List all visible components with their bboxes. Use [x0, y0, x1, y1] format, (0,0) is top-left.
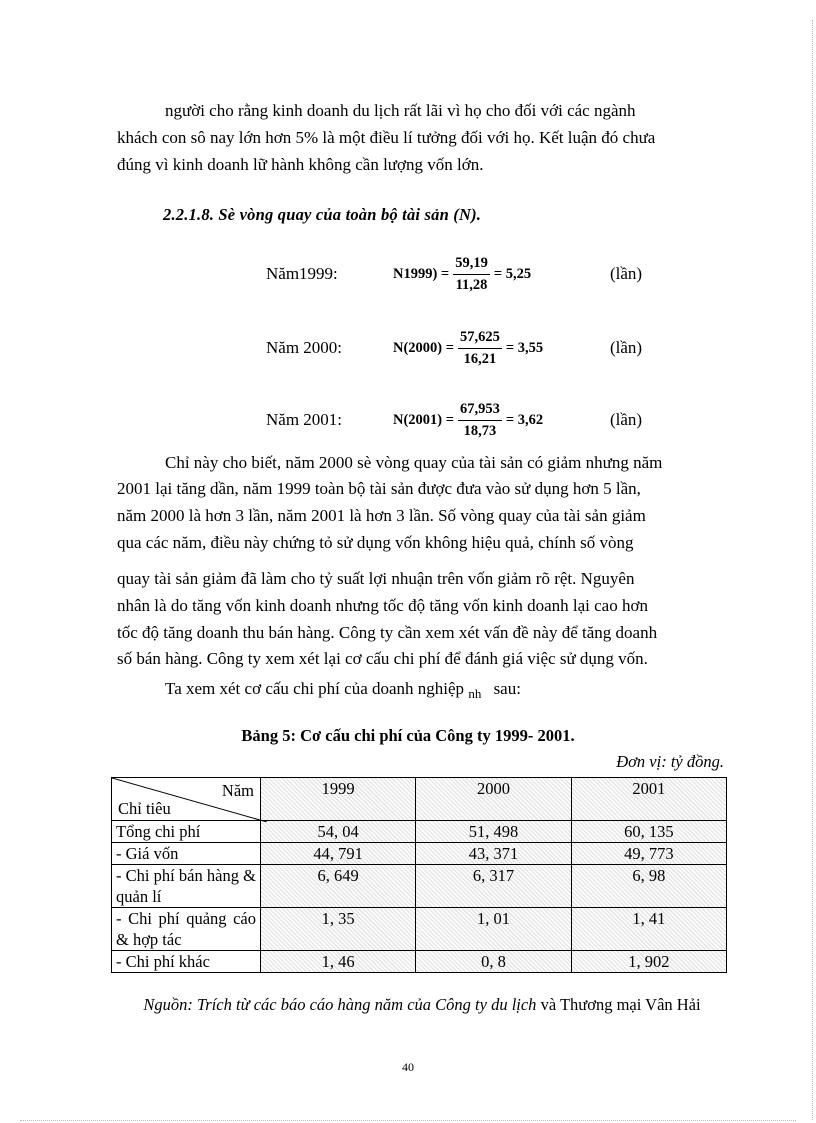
- cell-value: 44, 791: [261, 843, 416, 865]
- paragraph-3-tail: sau:: [493, 679, 521, 698]
- cell-value: 1, 902: [571, 951, 726, 973]
- cell-value: 1, 01: [416, 908, 571, 951]
- numerator: 67,953: [458, 401, 502, 421]
- paragraph-2-line-7: tốc độ tăng doanh thu bán hàng. Công ty cần xem xét vấn đề này để tăng doanh: [117, 623, 658, 642]
- table-row: [112, 843, 727, 865]
- cell-value: 54, 04: [261, 821, 416, 843]
- formula-2000: [393, 329, 543, 368]
- numerator: 57,625: [458, 329, 502, 349]
- formula-lhs: N1999) =: [393, 266, 450, 282]
- formula-result: = 5,25: [493, 266, 532, 282]
- table-row: [112, 951, 727, 973]
- formula-2001: [393, 401, 543, 440]
- table-row: [112, 821, 727, 843]
- table-title: Bảng 5: Cơ cấu chi phí của Công ty 1999- 2001.: [241, 726, 575, 745]
- cell-value: 43, 371: [416, 843, 571, 865]
- table-header-row: [112, 778, 727, 821]
- fraction: [458, 401, 502, 440]
- formula-1999: [393, 255, 531, 294]
- paragraph-2-line-4: qua các năm, điều này chứng tỏ sử dụng vốn không hiệu quả, chính số vòng: [117, 533, 634, 552]
- table-row: [112, 865, 727, 908]
- fraction: [458, 329, 502, 368]
- page-number: 40: [402, 1060, 414, 1074]
- cell-value: 49, 773: [571, 843, 726, 865]
- row-label: - Chi phí bán hàng & quản lí: [112, 865, 261, 908]
- paragraph-3-text: Ta xem xét cơ cấu chi phí của doanh nghiệp: [165, 679, 465, 698]
- formula-result: = 3,55: [505, 340, 544, 356]
- table-source: [110, 994, 734, 1016]
- formula-2000-unit: (lần): [610, 338, 643, 357]
- page-border-bottom: [20, 1120, 796, 1121]
- source-normal: và Thương mại Vân Hải: [540, 995, 701, 1014]
- source-italic: Nguồn: Trích từ các báo cáo hàng năm của Công ty du lịch: [143, 995, 537, 1014]
- cell-value: 1, 35: [261, 908, 416, 951]
- cell-value: 1, 46: [261, 951, 416, 973]
- row-label: Tổng chi phí: [112, 821, 261, 843]
- formula-2001-label: Năm 2001:: [266, 410, 343, 429]
- cell-value: 6, 317: [416, 865, 571, 908]
- section-heading: 2.2.1.8. Sè vòng quay của toàn bộ tài sản (N).: [163, 205, 482, 224]
- paragraph-2-line-2: 2001 lại tăng dần, năm 1999 toàn bộ tài sản được đưa vào sử dụng hơn 5 lần,: [117, 479, 641, 498]
- formula-lhs: N(2001) =: [393, 412, 455, 428]
- denominator: 11,28: [455, 277, 488, 293]
- formula-result: = 3,62: [505, 412, 544, 428]
- formula-2000-label: Năm 2000:: [266, 338, 343, 357]
- denominator: 18,73: [463, 423, 497, 439]
- corner-year-label: Năm: [221, 781, 254, 800]
- paragraph-1-line-2: khách con sô nay lớn hơn 5% là một điều lí tưởng đối với họ. Kết luận đó chưa: [117, 128, 656, 147]
- row-label: - Chi phí quảng cáo & hợp tác: [112, 908, 261, 951]
- denominator: 16,21: [463, 351, 497, 367]
- table-unit-note: Đơn vị: tỷ đồng.: [616, 752, 724, 771]
- paragraph-1-line-3: đúng vì kinh doanh lữ hành không cần lượng vốn lớn.: [117, 155, 484, 174]
- formula-2001-unit: (lần): [610, 410, 643, 429]
- table-corner-cell: [112, 778, 261, 821]
- year-header: 2001: [571, 778, 726, 821]
- paragraph-3-sub: nh: [468, 686, 482, 701]
- cell-value: 6, 649: [261, 865, 416, 908]
- table-row: [112, 908, 727, 951]
- paragraph-2-line-5: quay tài sản giảm đã làm cho tỷ suất lợi nhuận trên vốn giảm rõ rệt. Nguyên: [117, 569, 635, 588]
- year-header: 2000: [416, 778, 571, 821]
- formula-lhs: N(2000) =: [393, 340, 455, 356]
- paragraph-3: [165, 676, 725, 704]
- cost-structure-table: [111, 777, 727, 973]
- fraction: [453, 255, 490, 294]
- year-header: 1999: [261, 778, 416, 821]
- cell-value: 0, 8: [416, 951, 571, 973]
- row-label: - Giá vốn: [112, 843, 261, 865]
- paragraph-2-line-8: số bán hàng. Công ty xem xét lại cơ cấu chi phí để đánh giá việc sử dụng vốn.: [117, 649, 648, 668]
- row-label: - Chi phí khác: [112, 951, 261, 973]
- cell-value: 60, 135: [571, 821, 726, 843]
- cell-value: 6, 98: [571, 865, 726, 908]
- cell-value: 51, 498: [416, 821, 571, 843]
- cell-value: 1, 41: [571, 908, 726, 951]
- formula-1999-unit: (lần): [610, 264, 643, 283]
- numerator: 59,19: [453, 255, 490, 275]
- paragraph-2-line-3: năm 2000 là hơn 3 lần, năm 2001 là hơn 3 lần. Số vòng quay của tài sản giảm: [117, 506, 646, 525]
- paragraph-1-line-1: người cho rằng kinh doanh du lịch rất lãi vì họ cho đối với các ngành: [165, 101, 636, 120]
- formula-1999-label: Năm1999:: [266, 264, 338, 283]
- paragraph-2-line-1: Chỉ này cho biết, năm 2000 sè vòng quay của tài sản có giảm nhưng năm: [165, 453, 663, 472]
- corner-criteria-label: Chỉ tiêu: [118, 799, 171, 818]
- paragraph-2-line-6: nhân là do tăng vốn kinh doanh nhưng tốc độ tăng vốn kinh doanh lại cao hơn: [117, 596, 648, 615]
- page-border-right: [812, 20, 813, 1120]
